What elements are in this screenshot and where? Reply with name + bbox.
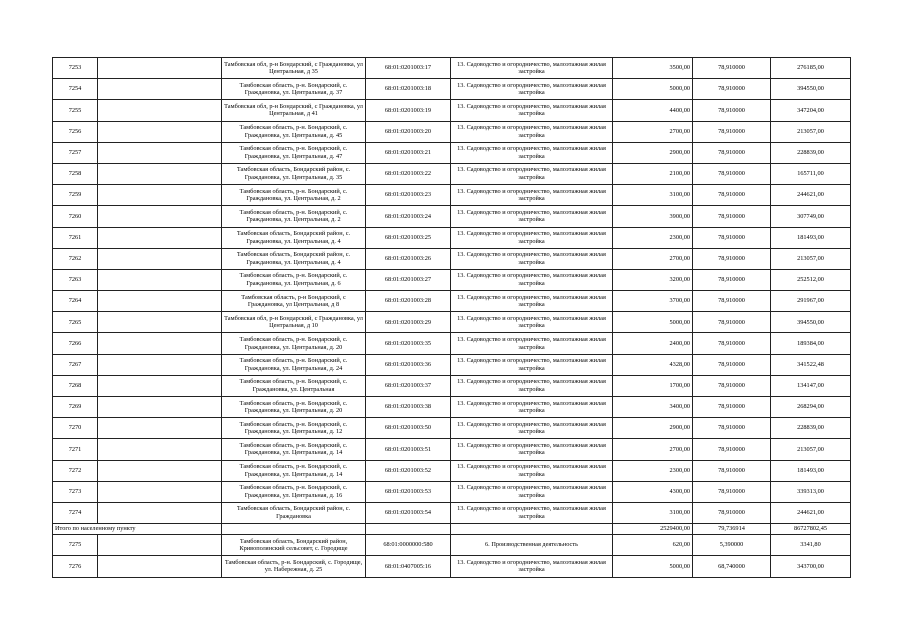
cadastral-number-cell: 68:01:0201003:37 bbox=[366, 375, 451, 396]
row-number-cell: 7260 bbox=[53, 206, 98, 227]
empty-cell bbox=[222, 524, 366, 535]
area-cell: 4400,00 bbox=[613, 100, 693, 121]
cadastral-number-cell: 68:01:0201003:54 bbox=[366, 502, 451, 523]
row-number-cell: 7257 bbox=[53, 142, 98, 163]
empty-cell bbox=[98, 481, 222, 502]
table-row bbox=[53, 397, 851, 418]
cadastral-number-cell: 68:01:0201003:20 bbox=[366, 121, 451, 142]
area-cell: 5000,00 bbox=[613, 312, 693, 333]
cadastral-number-cell: 68:01:0201003:27 bbox=[366, 269, 451, 290]
row-number-cell: 7266 bbox=[53, 333, 98, 354]
cadastral-value-cell: 244621,00 bbox=[771, 185, 851, 206]
cadastral-value-cell: 181493,00 bbox=[771, 227, 851, 248]
row-number-cell: 7262 bbox=[53, 248, 98, 269]
subtotal-label: Итого по населенному пункту bbox=[53, 524, 222, 535]
cadastral-value-cell: 291967,00 bbox=[771, 291, 851, 312]
specific-value-cell: 78,910000 bbox=[693, 439, 771, 460]
table-row bbox=[53, 312, 851, 333]
cadastral-number-cell: 68:01:0201003:26 bbox=[366, 248, 451, 269]
specific-value-cell: 78,910000 bbox=[693, 460, 771, 481]
land-use-cell: 13. Садоводство и огородничество, малоэтажная жилая застройка bbox=[451, 333, 613, 354]
area-cell: 3700,00 bbox=[613, 291, 693, 312]
cadastral-number-cell: 68:01:0201003:53 bbox=[366, 481, 451, 502]
cadastral-value-cell: 165711,00 bbox=[771, 163, 851, 184]
row-number-cell: 7265 bbox=[53, 312, 98, 333]
address-cell: Тамбовская область, р-н. Бондарский, с. Граждановка, ул. Центральная, д. 14 bbox=[222, 460, 366, 481]
specific-value-cell: 78,910000 bbox=[693, 418, 771, 439]
cadastral-number-cell: 68:01:0201003:24 bbox=[366, 206, 451, 227]
table-row bbox=[53, 535, 851, 556]
area-cell: 2700,00 bbox=[613, 439, 693, 460]
land-use-cell: 13. Садоводство и огородничество, малоэтажная жилая застройка bbox=[451, 418, 613, 439]
table-row bbox=[53, 556, 851, 577]
empty-cell bbox=[98, 185, 222, 206]
empty-cell bbox=[98, 502, 222, 523]
address-cell: Тамбовская область, р-н. Бондарский, с. Граждановка, ул. Центральная, д. 6 bbox=[222, 269, 366, 290]
row-number-cell: 7272 bbox=[53, 460, 98, 481]
specific-value-cell: 78,910000 bbox=[693, 333, 771, 354]
address-cell: Тамбовская область, р-н. Бондарский, с. Граждановка, ул. Центральная, д. 2 bbox=[222, 206, 366, 227]
area-cell: 2300,00 bbox=[613, 227, 693, 248]
cadastral-value-cell: 347204,00 bbox=[771, 100, 851, 121]
table-row bbox=[53, 248, 851, 269]
empty-cell bbox=[98, 354, 222, 375]
address-cell: Тамбовская область, Бондарский район, Кривополянский сельсовет, с. Городище bbox=[222, 535, 366, 556]
empty-cell bbox=[98, 333, 222, 354]
cadastral-number-cell: 68:01:0201003:18 bbox=[366, 79, 451, 100]
land-use-cell: 13. Садоводство и огородничество, малоэтажная жилая застройка bbox=[451, 439, 613, 460]
empty-cell bbox=[98, 439, 222, 460]
area-cell: 2900,00 bbox=[613, 142, 693, 163]
address-cell: Тамбовская область, р-н. Бондарский, с. Граждановка, ул. Центральная, д. 47 bbox=[222, 142, 366, 163]
specific-value-cell: 78,910000 bbox=[693, 227, 771, 248]
specific-value-cell: 78,910000 bbox=[693, 142, 771, 163]
address-cell: Тамбовская область, р-н. Бондарский, с. Граждановка, ул. Центральная, д. 37 bbox=[222, 79, 366, 100]
cadastral-value-cell: 307749,00 bbox=[771, 206, 851, 227]
address-cell: Тамбовская область, р-н. Бондарский, с. Граждановка, ул. Центральная bbox=[222, 375, 366, 396]
row-number-cell: 7276 bbox=[53, 556, 98, 577]
specific-value-cell: 78,910000 bbox=[693, 206, 771, 227]
cadastral-number-cell: 68:01:0000000:580 bbox=[366, 535, 451, 556]
specific-value-cell: 68,740000 bbox=[693, 556, 771, 577]
table-row bbox=[53, 375, 851, 396]
address-cell: Тамбовская область, р-н. Бондарский, с. Граждановка, ул. Центральная, д. 20 bbox=[222, 397, 366, 418]
land-use-cell: 13. Садоводство и огородничество, малоэтажная жилая застройка bbox=[451, 375, 613, 396]
specific-value-cell: 78,910000 bbox=[693, 291, 771, 312]
specific-value-cell: 78,910000 bbox=[693, 100, 771, 121]
specific-value-cell: 78,910000 bbox=[693, 58, 771, 79]
address-cell: Тамбовская область, Бондарский район, с. Граждановка, ул. Центральная, д. 4 bbox=[222, 248, 366, 269]
address-cell: Тамбовская обл, р-н Бондарский, с Граждановка, ул Центральная, д 35 bbox=[222, 58, 366, 79]
empty-cell bbox=[98, 375, 222, 396]
empty-cell bbox=[98, 248, 222, 269]
cadastral-value-cell: 134147,00 bbox=[771, 375, 851, 396]
table-row bbox=[53, 291, 851, 312]
row-number-cell: 7253 bbox=[53, 58, 98, 79]
table-row bbox=[53, 58, 851, 79]
table-row bbox=[53, 163, 851, 184]
cadastral-value-table bbox=[52, 57, 851, 578]
table-row bbox=[53, 460, 851, 481]
empty-cell bbox=[98, 227, 222, 248]
area-cell: 2700,00 bbox=[613, 248, 693, 269]
area-cell: 2400,00 bbox=[613, 333, 693, 354]
cadastral-number-cell: 68:01:0201003:38 bbox=[366, 397, 451, 418]
cadastral-number-cell: 68:01:0201003:23 bbox=[366, 185, 451, 206]
cadastral-number-cell: 68:01:0201003:25 bbox=[366, 227, 451, 248]
land-use-cell: 13. Садоводство и огородничество, малоэтажная жилая застройка bbox=[451, 58, 613, 79]
empty-cell bbox=[98, 269, 222, 290]
cadastral-value-cell: 3341,80 bbox=[771, 535, 851, 556]
row-number-cell: 7254 bbox=[53, 79, 98, 100]
cadastral-value-cell: 228839,00 bbox=[771, 142, 851, 163]
subtotal-value-cell: 86727802,45 bbox=[771, 524, 851, 535]
land-use-cell: 13. Садоводство и огородничество, малоэтажная жилая застройка bbox=[451, 79, 613, 100]
subtotal-row bbox=[53, 524, 851, 535]
cadastral-value-cell: 252512,00 bbox=[771, 269, 851, 290]
cadastral-number-cell: 68:01:0201003:21 bbox=[366, 142, 451, 163]
cadastral-value-cell: 339313,00 bbox=[771, 481, 851, 502]
specific-value-cell: 78,910000 bbox=[693, 269, 771, 290]
table-row bbox=[53, 185, 851, 206]
empty-cell bbox=[98, 535, 222, 556]
empty-cell bbox=[98, 397, 222, 418]
land-use-cell: 13. Садоводство и огородничество, малоэтажная жилая застройка bbox=[451, 248, 613, 269]
cadastral-value-cell: 213057,00 bbox=[771, 439, 851, 460]
address-cell: Тамбовская обл, р-н Бондарский, с Граждановка, ул Центральная, д 41 bbox=[222, 100, 366, 121]
land-use-cell: 13. Садоводство и огородничество, малоэтажная жилая застройка bbox=[451, 354, 613, 375]
specific-value-cell: 78,910000 bbox=[693, 248, 771, 269]
area-cell: 3100,00 bbox=[613, 185, 693, 206]
land-use-cell: 13. Садоводство и огородничество, малоэтажная жилая застройка bbox=[451, 100, 613, 121]
area-cell: 620,00 bbox=[613, 535, 693, 556]
cadastral-value-cell: 181493,00 bbox=[771, 460, 851, 481]
cadastral-number-cell: 68:01:0201003:17 bbox=[366, 58, 451, 79]
empty-cell bbox=[98, 312, 222, 333]
specific-value-cell: 78,910000 bbox=[693, 354, 771, 375]
area-cell: 3400,00 bbox=[613, 397, 693, 418]
land-use-cell: 13. Садоводство и огородничество, малоэтажная жилая застройка bbox=[451, 185, 613, 206]
area-cell: 5000,00 bbox=[613, 79, 693, 100]
cadastral-number-cell: 68:01:0201003:50 bbox=[366, 418, 451, 439]
cadastral-number-cell: 68:01:0201003:35 bbox=[366, 333, 451, 354]
empty-cell bbox=[366, 524, 451, 535]
specific-value-cell: 78,910000 bbox=[693, 185, 771, 206]
land-use-cell: 13. Садоводство и огородничество, малоэтажная жилая застройка bbox=[451, 291, 613, 312]
empty-cell bbox=[98, 163, 222, 184]
specific-value-cell: 78,910000 bbox=[693, 121, 771, 142]
land-use-cell: 13. Садоводство и огородничество, малоэтажная жилая застройка bbox=[451, 397, 613, 418]
land-use-cell: 13. Садоводство и огородничество, малоэтажная жилая застройка bbox=[451, 206, 613, 227]
cadastral-value-cell: 213057,00 bbox=[771, 248, 851, 269]
address-cell: Тамбовская область, р-н. Бондарский, с. Граждановка, ул. Центральная, д. 12 bbox=[222, 418, 366, 439]
address-cell: Тамбовская область, р-н. Бондарский, с. Граждановка, ул. Центральная, д. 14 bbox=[222, 439, 366, 460]
cadastral-number-cell: 68:01:0201003:36 bbox=[366, 354, 451, 375]
row-number-cell: 7269 bbox=[53, 397, 98, 418]
specific-value-cell: 78,910000 bbox=[693, 163, 771, 184]
address-cell: Тамбовская область, р-н Бондарский, с Граждановка, ул Центральная, д 8 bbox=[222, 291, 366, 312]
area-cell: 3900,00 bbox=[613, 206, 693, 227]
table-row bbox=[53, 206, 851, 227]
land-use-cell: 13. Садоводство и огородничество, малоэтажная жилая застройка bbox=[451, 227, 613, 248]
address-cell: Тамбовская область, р-н. Бондарский, с. Граждановка, ул. Центральная, д. 20 bbox=[222, 333, 366, 354]
cadastral-value-cell: 276185,00 bbox=[771, 58, 851, 79]
land-use-cell: 13. Садоводство и огородничество, малоэтажная жилая застройка bbox=[451, 502, 613, 523]
cadastral-value-cell: 343700,00 bbox=[771, 556, 851, 577]
area-cell: 4328,00 bbox=[613, 354, 693, 375]
land-use-cell: 13. Садоводство и огородничество, малоэтажная жилая застройка bbox=[451, 556, 613, 577]
specific-value-cell: 78,910000 bbox=[693, 481, 771, 502]
table-row bbox=[53, 227, 851, 248]
empty-cell bbox=[98, 556, 222, 577]
row-number-cell: 7255 bbox=[53, 100, 98, 121]
land-use-cell: 13. Садоводство и огородничество, малоэтажная жилая застройка bbox=[451, 163, 613, 184]
address-cell: Тамбовская область, р-н. Бондарский, с. Городище, ул. Набережная, д. 25 bbox=[222, 556, 366, 577]
specific-value-cell: 78,910000 bbox=[693, 502, 771, 523]
row-number-cell: 7263 bbox=[53, 269, 98, 290]
empty-cell bbox=[98, 418, 222, 439]
specific-value-cell: 78,910000 bbox=[693, 375, 771, 396]
area-cell: 4300,00 bbox=[613, 481, 693, 502]
cadastral-number-cell: 68:01:0201003:29 bbox=[366, 312, 451, 333]
empty-cell bbox=[98, 460, 222, 481]
table-row bbox=[53, 79, 851, 100]
table-row bbox=[53, 142, 851, 163]
cadastral-value-cell: 189384,00 bbox=[771, 333, 851, 354]
row-number-cell: 7274 bbox=[53, 502, 98, 523]
land-use-cell: 13. Садоводство и огородничество, малоэтажная жилая застройка bbox=[451, 269, 613, 290]
cadastral-number-cell: 68:01:0201003:52 bbox=[366, 460, 451, 481]
row-number-cell: 7271 bbox=[53, 439, 98, 460]
land-use-cell: 13. Садоводство и огородничество, малоэтажная жилая застройка bbox=[451, 142, 613, 163]
land-use-cell: 13. Садоводство и огородничество, малоэтажная жилая застройка bbox=[451, 481, 613, 502]
cadastral-value-cell: 268294,00 bbox=[771, 397, 851, 418]
table-body bbox=[53, 58, 851, 578]
address-cell: Тамбовская область, р-н. Бондарский, с. Граждановка, ул. Центральная, д. 16 bbox=[222, 481, 366, 502]
cadastral-number-cell: 68:01:0201003:28 bbox=[366, 291, 451, 312]
empty-cell bbox=[98, 100, 222, 121]
area-cell: 3500,00 bbox=[613, 58, 693, 79]
address-cell: Тамбовская область, р-н. Бондарский, с. Граждановка, ул. Центральная, д. 24 bbox=[222, 354, 366, 375]
cadastral-value-cell: 244621,00 bbox=[771, 502, 851, 523]
empty-cell bbox=[98, 79, 222, 100]
cadastral-number-cell: 68:01:0201003:19 bbox=[366, 100, 451, 121]
table-row bbox=[53, 333, 851, 354]
cadastral-number-cell: 68:01:0407005:16 bbox=[366, 556, 451, 577]
land-use-cell: 6. Производственная деятельность bbox=[451, 535, 613, 556]
empty-cell bbox=[98, 58, 222, 79]
subtotal-rate-cell: 79,736914 bbox=[693, 524, 771, 535]
cadastral-value-cell: 341522,48 bbox=[771, 354, 851, 375]
cadastral-value-cell: 394550,00 bbox=[771, 312, 851, 333]
row-number-cell: 7275 bbox=[53, 535, 98, 556]
area-cell: 2700,00 bbox=[613, 121, 693, 142]
table-row bbox=[53, 502, 851, 523]
specific-value-cell: 78,910000 bbox=[693, 79, 771, 100]
table-row bbox=[53, 481, 851, 502]
area-cell: 3200,00 bbox=[613, 269, 693, 290]
empty-cell bbox=[451, 524, 613, 535]
empty-cell bbox=[98, 291, 222, 312]
area-cell: 2300,00 bbox=[613, 460, 693, 481]
table-row bbox=[53, 418, 851, 439]
land-use-cell: 13. Садоводство и огородничество, малоэтажная жилая застройка bbox=[451, 312, 613, 333]
land-use-cell: 13. Садоводство и огородничество, малоэтажная жилая застройка bbox=[451, 460, 613, 481]
document-page bbox=[52, 57, 850, 578]
row-number-cell: 7264 bbox=[53, 291, 98, 312]
table-row bbox=[53, 354, 851, 375]
empty-cell bbox=[98, 142, 222, 163]
table-row bbox=[53, 269, 851, 290]
empty-cell bbox=[98, 206, 222, 227]
row-number-cell: 7261 bbox=[53, 227, 98, 248]
area-cell: 2900,00 bbox=[613, 418, 693, 439]
area-cell: 5000,00 bbox=[613, 556, 693, 577]
cadastral-value-cell: 213057,00 bbox=[771, 121, 851, 142]
address-cell: Тамбовская область, р-н. Бондарский, с. Граждановка, ул. Центральная, д. 45 bbox=[222, 121, 366, 142]
land-use-cell: 13. Садоводство и огородничество, малоэтажная жилая застройка bbox=[451, 121, 613, 142]
specific-value-cell: 78,910000 bbox=[693, 312, 771, 333]
row-number-cell: 7258 bbox=[53, 163, 98, 184]
row-number-cell: 7259 bbox=[53, 185, 98, 206]
cadastral-value-cell: 394550,00 bbox=[771, 79, 851, 100]
address-cell: Тамбовская область, Бондарский район, с. Граждановка bbox=[222, 502, 366, 523]
specific-value-cell: 5,390000 bbox=[693, 535, 771, 556]
row-number-cell: 7268 bbox=[53, 375, 98, 396]
cadastral-value-cell: 228839,00 bbox=[771, 418, 851, 439]
specific-value-cell: 78,910000 bbox=[693, 397, 771, 418]
address-cell: Тамбовская область, Бондарский район, с. Граждановка, ул. Центральная, д. 35 bbox=[222, 163, 366, 184]
area-cell: 1700,00 bbox=[613, 375, 693, 396]
subtotal-area-cell: 2529400,00 bbox=[613, 524, 693, 535]
row-number-cell: 7256 bbox=[53, 121, 98, 142]
cadastral-number-cell: 68:01:0201003:22 bbox=[366, 163, 451, 184]
area-cell: 2100,00 bbox=[613, 163, 693, 184]
row-number-cell: 7270 bbox=[53, 418, 98, 439]
row-number-cell: 7273 bbox=[53, 481, 98, 502]
address-cell: Тамбовская область, р-н. Бондарский, с. Граждановка, ул. Центральная, д. 2 bbox=[222, 185, 366, 206]
empty-cell bbox=[98, 121, 222, 142]
table-row bbox=[53, 439, 851, 460]
cadastral-number-cell: 68:01:0201003:51 bbox=[366, 439, 451, 460]
table-row bbox=[53, 100, 851, 121]
table-row bbox=[53, 121, 851, 142]
area-cell: 3100,00 bbox=[613, 502, 693, 523]
address-cell: Тамбовская область, Бондарский район, с. Граждановка, ул. Центральная, д. 4 bbox=[222, 227, 366, 248]
address-cell: Тамбовская обл, р-н Бондарский, с Граждановка, ул Центральная, д 10 bbox=[222, 312, 366, 333]
row-number-cell: 7267 bbox=[53, 354, 98, 375]
